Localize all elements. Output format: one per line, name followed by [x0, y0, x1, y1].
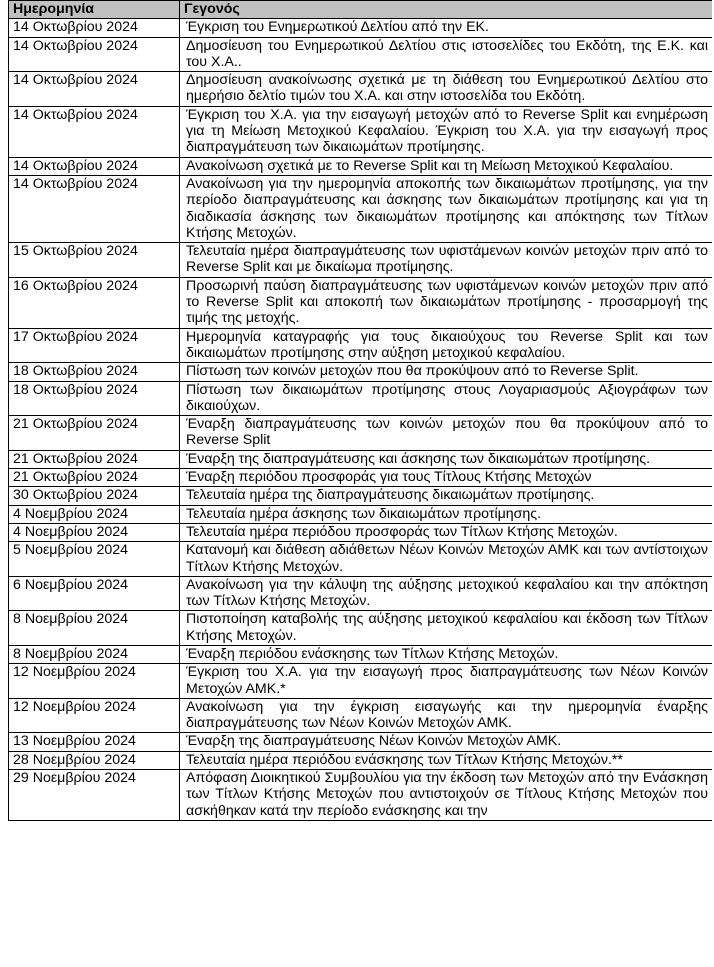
row-date: 30 Οκτωβρίου 2024 — [9, 487, 180, 505]
table-row — [9, 363, 713, 381]
row-date: 5 Νοεμβρίου 2024 — [9, 542, 180, 577]
row-event: Τελευταία ημέρα περιόδου προσφοράς των Τίτλων Κτήσης Μετοχών. — [180, 523, 713, 541]
row-date: 12 Νοεμβρίου 2024 — [9, 698, 180, 733]
row-date: 15 Οκτωβρίου 2024 — [9, 243, 180, 278]
table-row — [9, 733, 713, 751]
row-event: Έγκριση του Χ.Α. για την εισαγωγή μετοχών από το Reverse Split και ενημέρωση για τη Μείωση Μετοχικού Κεφαλαίου. Έγκριση του Χ.Α. για την εισαγωγή προς διαπραγμάτευση των δικαιωμάτων προτίμησης. — [180, 106, 713, 157]
row-event: Πίστωση των κοινών μετοχών που θα προκύψουν από το Reverse Split. — [180, 363, 713, 381]
table-row — [9, 505, 713, 523]
row-event: Έναρξη διαπραγμάτευσης των κοινών μετοχών που θα προκύψουν από το Reverse Split — [180, 416, 713, 451]
row-event: Έναρξη περιόδου ενάσκησης των Τίτλων Κτήσης Μετοχών. — [180, 645, 713, 663]
row-date: 8 Νοεμβρίου 2024 — [9, 611, 180, 646]
row-event: Τελευταία ημέρα της διαπραγμάτευσης δικαιωμάτων προτίμησης. — [180, 487, 713, 505]
row-event: Έναρξη της διαπραγμάτευσης και άσκησης των δικαιωμάτων προτίμησης. — [180, 450, 713, 468]
row-event: Τελευταία ημέρα περιόδου ενάσκησης των Τίτλων Κτήσης Μετοχών.** — [180, 751, 713, 769]
row-event: Ανακοίνωση για την ημερομηνία αποκοπής των δικαιωμάτων προτίμησης, για την περίοδο διαπραγμάτευσης και άσκησης των δικαιωμάτων προτίμησης και για τη διαδικασία άσκησης των δικαιωμάτων προτίμησης και απόκτησης των Τίτλων Κτήσης Μετοχών. — [180, 175, 713, 242]
row-date: 14 Οκτωβρίου 2024 — [9, 37, 180, 72]
row-date: 14 Οκτωβρίου 2024 — [9, 72, 180, 107]
header-event: Γεγονός — [180, 1, 713, 19]
table-row — [9, 751, 713, 769]
table-body — [9, 19, 713, 821]
table-row — [9, 770, 713, 821]
table-row — [9, 542, 713, 577]
table-row — [9, 37, 713, 72]
table-row — [9, 487, 713, 505]
row-date: 4 Νοεμβρίου 2024 — [9, 505, 180, 523]
row-date: 14 Οκτωβρίου 2024 — [9, 19, 180, 37]
table-row — [9, 469, 713, 487]
row-date: 14 Οκτωβρίου 2024 — [9, 175, 180, 242]
row-date: 28 Νοεμβρίου 2024 — [9, 751, 180, 769]
table-row — [9, 698, 713, 733]
timetable-container — [8, 0, 712, 967]
table-row — [9, 328, 713, 363]
row-event: Απόφαση Διοικητικού Συμβουλίου για την έκδοση των Μετοχών από την Ενάσκηση των Τίτλων Κτήσης Μετοχών που αντιστοιχούν σε Τίτλους Κτήσης Μετοχών που ασκήθηκαν κατά την περίοδο ενάσκησης και την — [180, 770, 713, 821]
row-event: Έναρξη της διαπραγμάτευσης Νέων Κοινών Μετοχών ΑΜΚ. — [180, 733, 713, 751]
row-date: 18 Οκτωβρίου 2024 — [9, 381, 180, 416]
row-event: Τελευταία ημέρα διαπραγμάτευσης των υφιστάμενων κοινών μετοχών πριν από το Reverse Split και με δικαίωμα προτίμησης. — [180, 243, 713, 278]
row-event: Τελευταία ημέρα άσκησης των δικαιωμάτων προτίμησης. — [180, 505, 713, 523]
row-date: 21 Οκτωβρίου 2024 — [9, 416, 180, 451]
row-date: 21 Οκτωβρίου 2024 — [9, 450, 180, 468]
row-event: Ανακοίνωση σχετικά με το Reverse Split και τη Μείωση Μετοχικού Κεφαλαίου. — [180, 157, 713, 175]
row-event: Κατανομή και διάθεση αδιάθετων Νέων Κοινών Μετοχών ΑΜΚ και των αντίστοιχων Τίτλων Κτήσης Μετοχών. — [180, 542, 713, 577]
table-row — [9, 664, 713, 699]
header-date: Ημερομηνία — [9, 1, 180, 19]
table-row — [9, 381, 713, 416]
table-row — [9, 157, 713, 175]
row-date: 29 Νοεμβρίου 2024 — [9, 770, 180, 821]
row-date: 14 Οκτωβρίου 2024 — [9, 106, 180, 157]
row-event: Δημοσίευση ανακοίνωσης σχετικά με τη διάθεση του Ενημερωτικού Δελτίου στο ημερήσιο δελτίο τιμών του Χ.Α. και στην ιστοσελίδα του Εκδότη. — [180, 72, 713, 107]
row-date: 14 Οκτωβρίου 2024 — [9, 157, 180, 175]
header-row — [9, 1, 713, 19]
row-event: Ανακοίνωση για την έγκριση εισαγωγής και την ημερομηνία έναρξης διαπραγμάτευσης των Νέων Κοινών Μετοχών ΑΜΚ. — [180, 698, 713, 733]
table-row — [9, 450, 713, 468]
row-event: Ανακοίνωση για την κάλυψη της αύξησης μετοχικού κεφαλαίου και την απόκτηση των Τίτλων Κτήσης Μετοχών. — [180, 576, 713, 611]
timetable — [8, 0, 712, 821]
row-date: 18 Οκτωβρίου 2024 — [9, 363, 180, 381]
row-date: 4 Νοεμβρίου 2024 — [9, 523, 180, 541]
row-event: Πιστοποίηση καταβολής της αύξησης μετοχικού κεφαλαίου και έκδοση των Τίτλων Κτήσης Μετοχών. — [180, 611, 713, 646]
row-event: Έγκριση του Χ.Α. για την εισαγωγή προς διαπραγμάτευσης των Νέων Κοινών Μετοχών ΑΜΚ.* — [180, 664, 713, 699]
table-row — [9, 175, 713, 242]
row-event: Δημοσίευση του Ενημερωτικού Δελτίου στις ιστοσελίδες του Εκδότη, της Ε.Κ. και του Χ.Α.. — [180, 37, 713, 72]
table-row — [9, 19, 713, 37]
row-event: Πίστωση των δικαιωμάτων προτίμησης στους Λογαριασμούς Αξιογράφων των δικαιούχων. — [180, 381, 713, 416]
row-date: 8 Νοεμβρίου 2024 — [9, 645, 180, 663]
row-event: Έγκριση του Ενημερωτικού Δελτίου από την ΕΚ. — [180, 19, 713, 37]
table-row — [9, 523, 713, 541]
row-date: 21 Οκτωβρίου 2024 — [9, 469, 180, 487]
table-row — [9, 106, 713, 157]
row-event: Προσωρινή παύση διαπραγμάτευσης των υφιστάμενων κοινών μετοχών πριν από το Reverse Split και αποκοπή των δικαιωμάτων προτίμησης - προσαρμογή της τιμής της μετοχής. — [180, 277, 713, 328]
table-row — [9, 576, 713, 611]
row-date: 12 Νοεμβρίου 2024 — [9, 664, 180, 699]
row-date: 6 Νοεμβρίου 2024 — [9, 576, 180, 611]
table-row — [9, 611, 713, 646]
table-row — [9, 416, 713, 451]
row-date: 13 Νοεμβρίου 2024 — [9, 733, 180, 751]
row-date: 16 Οκτωβρίου 2024 — [9, 277, 180, 328]
table-row — [9, 645, 713, 663]
row-event: Έναρξη περιόδου προσφοράς για τους Τίτλους Κτήσης Μετοχών — [180, 469, 713, 487]
table-row — [9, 72, 713, 107]
row-date: 17 Οκτωβρίου 2024 — [9, 328, 180, 363]
row-event: Ημερομηνία καταγραφής για τους δικαιούχους του Reverse Split και των δικαιωμάτων προτίμησης στην αύξηση μετοχικού κεφαλαίου. — [180, 328, 713, 363]
table-row — [9, 277, 713, 328]
table-row — [9, 243, 713, 278]
